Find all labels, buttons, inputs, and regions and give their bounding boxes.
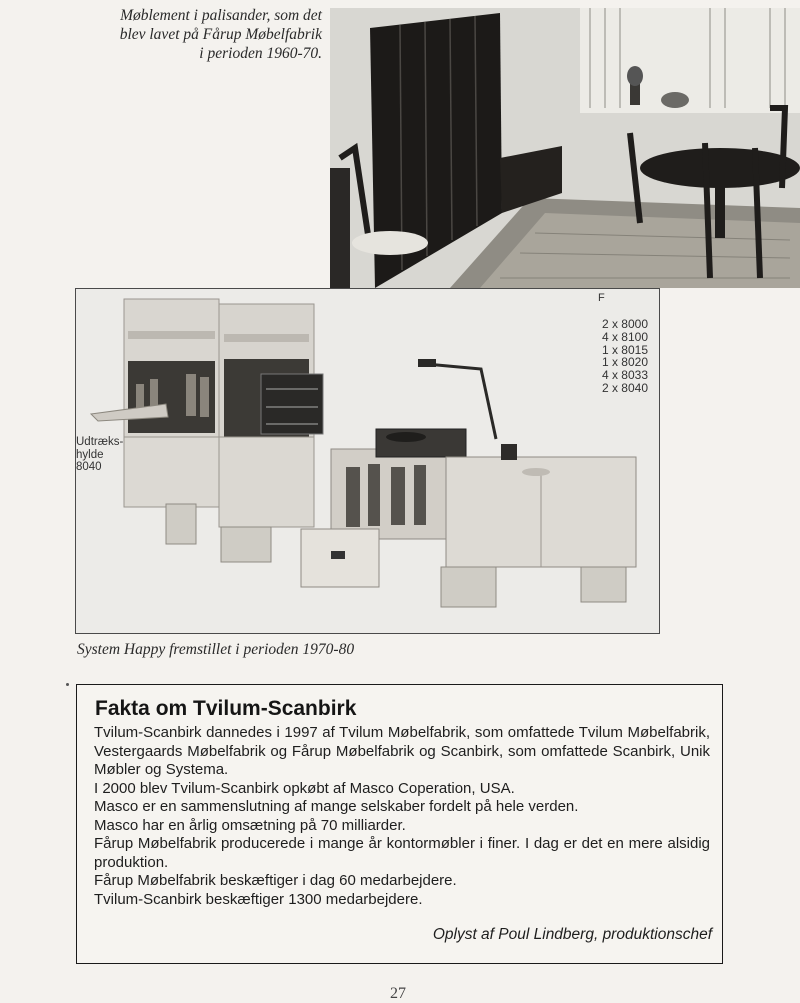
fact-paragraph: Masco har en årlig omsætning på 70 milliarder.: [94, 816, 406, 834]
fact-paragraph: Tvilum-Scanbirk dannedes i 1997 af Tvilum Møbelfabrik, som omfattede Tvilum Møbelfabrik, Vestergaards Møbelfabrik og Fårup Møbelfabrik og Scanbirk, som omfattede Scanbirk, Unik Møbler og Systema.: [94, 724, 710, 778]
caption-line: Møblement i palisander, som det: [120, 7, 322, 24]
product-code: 2 x 8040: [601, 380, 648, 395]
fact-box-title: Fakta om Tvilum-Scanbirk: [95, 697, 357, 720]
fact-paragraph: Fårup Møbelfabrik beskæftiger i dag 60 medarbejdere.: [94, 872, 457, 889]
pullout-shelf-label-line: 8040: [76, 461, 102, 473]
pullout-shelf-label-line: Udtræks-: [76, 436, 124, 448]
rosewood-furniture-photo: [330, 8, 800, 288]
system-happy-caption: System Happy fremstillet i perioden 1970-80: [77, 641, 355, 658]
product-code: 4 x 8100: [601, 329, 648, 344]
caption-line: i perioden 1960-70.: [199, 45, 322, 62]
product-code: 2 x 8000: [601, 317, 648, 331]
fact-box: [76, 684, 723, 964]
caption-line: blev lavet på Fårup Møbelfabrik: [119, 26, 322, 43]
rosewood-furniture-illustration: [330, 8, 800, 288]
fact-paragraph: Fårup Møbelfabrik producerede i mange år kontormøbler i finer. I dag er det en mere alsidig produktion.: [94, 835, 710, 871]
product-code: 1 x 8015: [601, 342, 648, 357]
fact-box-body: [94, 724, 710, 909]
pullout-shelf-label: [76, 436, 136, 474]
print-speck: [66, 683, 69, 686]
pullout-shelf-label-line: hylde: [76, 448, 104, 461]
product-code-list: [560, 318, 648, 395]
figure-label-f: F: [598, 292, 605, 304]
product-code: 1 x 8020: [601, 355, 648, 370]
top-photo-caption: [60, 6, 322, 63]
fact-paragraph: Masco er en sammenslutning af mange selskaber fordelt på hele verden.: [94, 798, 579, 815]
fact-box-credit: Oplyst af Poul Lindberg, produktionschef: [432, 926, 712, 943]
fact-paragraph: Tvilum-Scanbirk beskæftiger 1300 medarbejdere.: [94, 890, 423, 908]
product-code: 4 x 8033: [601, 368, 648, 383]
fact-paragraph: I 2000 blev Tvilum-Scanbirk opkøbt af Masco Coperation, USA.: [94, 779, 515, 797]
page-number: 27: [390, 985, 406, 1002]
